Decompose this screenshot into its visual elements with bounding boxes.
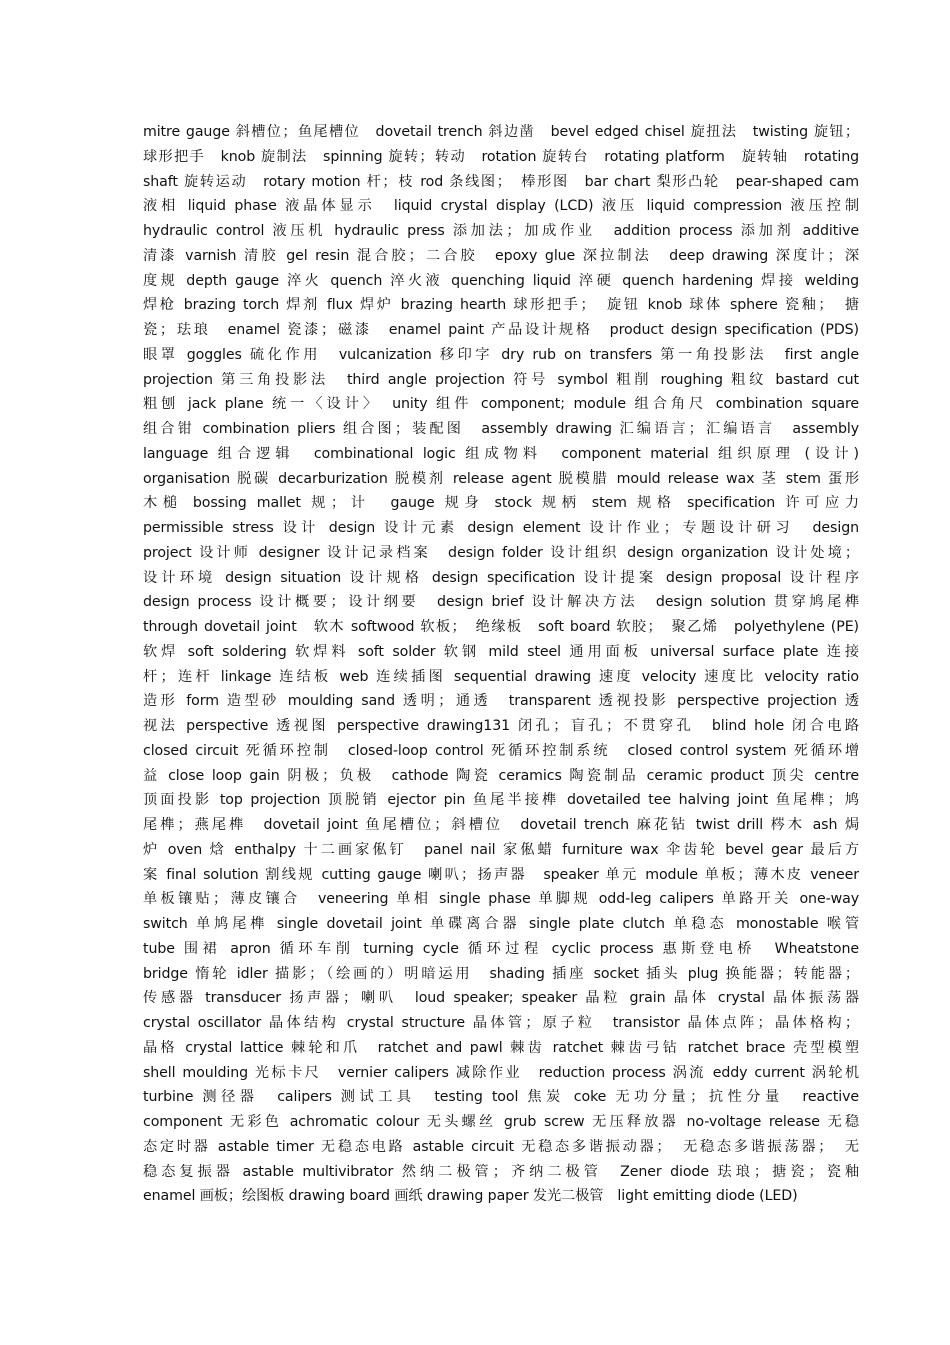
- glossary-line: 清漆 varnish 清胶 gel resin 混合胶；二合胶 epoxy glue 深拉制法 deep drawing 深度计；深: [143, 247, 859, 264]
- glossary-line: enamel 画板；绘图板 drawing board 画纸 drawing paper 发光二极管 light emitting diode (LED): [143, 1188, 798, 1205]
- glossary-line: bridge 惰轮 idler 描影；（绘画的）明暗运用 shading 插座 socket 插头 plug 换能器；转能器；: [143, 965, 859, 982]
- glossary-line: tube 围裙 apron 循环车削 turning cycle 循环过程 cyclic process 惠斯登电桥 Wheatstone: [143, 940, 859, 957]
- glossary-line: 液相 liquid phase 液晶体显示 liquid crystal display (LCD) 液压 liquid compression 液压控制: [143, 198, 859, 215]
- glossary-line: language 组合逻辑 combinational logic 组成物料 component material 组织原理 (设计): [143, 445, 859, 462]
- glossary-line: 球形把手 knob 旋制法 spinning 旋转；转动 rotation 旋转台 rotating platform 旋转轴 rotating: [143, 148, 859, 165]
- glossary-line: 尾榫；燕尾榫 dovetail joint 鱼尾槽位；斜槽位 dovetail trench 麻花钻 twist drill 梣木 ash 焗: [143, 817, 859, 833]
- glossary-line: 软焊 soft soldering 软焊料 soft solder 软钢 mild steel 通用面板 universal surface plate 连接: [143, 643, 859, 660]
- glossary-line: 单板镶贴；薄皮镶合 veneering 单相 single phase 单脚规 odd-leg calipers 单路开关 one-way: [143, 891, 859, 908]
- glossary-line: 传感器 transducer 扬声器；喇叭 loud speaker; speaker 晶粒 grain 晶体 crystal 晶体振荡器: [143, 990, 859, 1007]
- glossary-line: 稳态复振器 astable multivibrator 然纳二极管；齐纳二极管 Zener diode 珐琅；搪瓷；瓷釉: [143, 1163, 859, 1180]
- glossary-line: hydraulic control 液压机 hydraulic press 添加法；加成作业 addition process 添加剂 additive: [143, 223, 859, 239]
- glossary-line: component 无彩色 achromatic colour 无头螺丝 grub screw 无压释放器 no-voltage release 无稳: [143, 1114, 859, 1130]
- glossary-line: 案 final solution 割线规 cutting gauge 喇叭；扬声器 speaker 单元 module 单板；薄木皮 veneer: [143, 866, 859, 883]
- glossary-line: 益 close loop gain 阴极；负极 cathode 陶瓷 ceramics 陶瓷制品 ceramic product 顶尖 centre: [143, 767, 859, 784]
- glossary-line: mitre gauge 斜槽位；鱼尾槽位 dovetail trench 斜边凿 bevel edged chisel 旋扭法 twisting 旋钮；: [143, 124, 859, 140]
- glossary-line: 眼罩 goggles 硫化作用 vulcanization 移印字 dry rub on transfers 第一角投影法 first angle: [143, 346, 859, 363]
- glossary-line: 度规 depth gauge 淬火 quench 淬火液 quenching liquid 淬硬 quench hardening 焊接 welding: [143, 272, 859, 289]
- glossary-line: turbine 测径器 calipers 测试工具 testing tool 焦炭 coke 无功分量；抗性分量 reactive: [143, 1089, 859, 1106]
- glossary-line: 瓷；珐琅 enamel 瓷漆；磁漆 enamel paint 产品设计规格 product design specification (PDS): [143, 322, 859, 338]
- glossary-line: 态定时器 astable timer 无稳态电路 astable circuit 无稳态多谐振动器； 无稳态多谐振荡器； 无: [143, 1138, 859, 1155]
- glossary-line: through dovetail joint 软木 softwood 软板； 绝缘板 soft board 软胶； 聚乙烯 polyethylene (PE): [143, 619, 859, 635]
- glossary-line: crystal oscillator 晶体结构 crystal structure 晶体管；原子粒 transistor 晶体点阵；晶体格构；: [143, 1015, 859, 1031]
- glossary-line: closed circuit 死循环控制 closed-loop control 死循环控制系统 closed control system 死循环增: [143, 742, 859, 759]
- glossary-line: 设计环境 design situation 设计规格 design specification 设计提案 design proposal 设计程序: [143, 569, 859, 586]
- glossary-line: 杆；连杆 linkage 连结板 web 连续插图 sequential drawing 速度 velocity 速度比 velocity ratio: [143, 668, 859, 685]
- glossary-line: 粗刨 jack plane 统一〈设计〉 unity 组件 component; module 组合角尺 combination square: [143, 396, 859, 413]
- glossary-line: 组合钳 combination pliers 组合图；装配图 assembly drawing 汇编语言；汇编语言 assembly: [143, 421, 859, 437]
- glossary-line: 视法 perspective 透视图 perspective drawing131 闭孔；盲孔；不贯穿孔 blind hole 闭合电路: [143, 718, 859, 734]
- glossary-line: organisation 脱碳 decarburization 脱模剂 release agent 脱模腊 mould release wax 茎 stem 蛋形: [143, 470, 859, 487]
- glossary-line: project 设计师 designer 设计记录档案 design folder 设计组织 design organization 设计处境；: [143, 544, 859, 561]
- glossary-line: 炉 oven 焓 enthalpy 十二画家俬钉 panel nail 家俬蜡 furniture wax 伞齿轮 bevel gear 最后方: [143, 841, 859, 858]
- glossary-line: 木槌 bossing mallet 规；计 gauge 规身 stock 规柄 stem 规格 specification 许可应力: [143, 495, 859, 512]
- glossary-line: 焊枪 brazing torch 焊剂 flux 焊炉 brazing hearth 球形把手； 旋钮 knob 球体 sphere 瓷釉； 搪: [143, 297, 859, 314]
- glossary-line: design process 设计概要；设计纲要 design brief 设计解决方法 design solution 贯穿鸠尾榫: [143, 594, 859, 611]
- glossary-line: 晶格 crystal lattice 棘轮和爪 ratchet and pawl 棘齿 ratchet 棘齿弓钻 ratchet brace 壳型模塑: [143, 1039, 859, 1056]
- glossary-line: shell moulding 光标卡尺 vernier calipers 减除作业 reduction process 涡流 eddy current 涡轮机: [143, 1064, 859, 1081]
- glossary-line: projection 第三角投影法 third angle projection 符号 symbol 粗削 roughing 粗纹 bastard cut: [143, 371, 859, 388]
- glossary-text-body: [143, 120, 859, 1209]
- glossary-line: permissible stress 设计 design 设计元素 design element 设计作业；专题设计研习 design: [143, 520, 859, 536]
- glossary-line: switch 单鸠尾榫 single dovetail joint 单碟离合器 single plate clutch 单稳态 monostable 喉管: [143, 916, 859, 932]
- glossary-line: 造形 form 造型砂 moulding sand 透明；通透 transparent 透视投影 perspective projection 透: [143, 693, 859, 710]
- glossary-line: 顶面投影 top projection 顶脱销 ejector pin 鱼尾半接榫 dovetailed tee halving joint 鱼尾榫；鸠: [143, 792, 859, 809]
- glossary-line: shaft 旋转运动 rotary motion 杆；枝 rod 条线图； 棒形图 bar chart 梨形凸轮 pear-shaped cam: [143, 173, 859, 190]
